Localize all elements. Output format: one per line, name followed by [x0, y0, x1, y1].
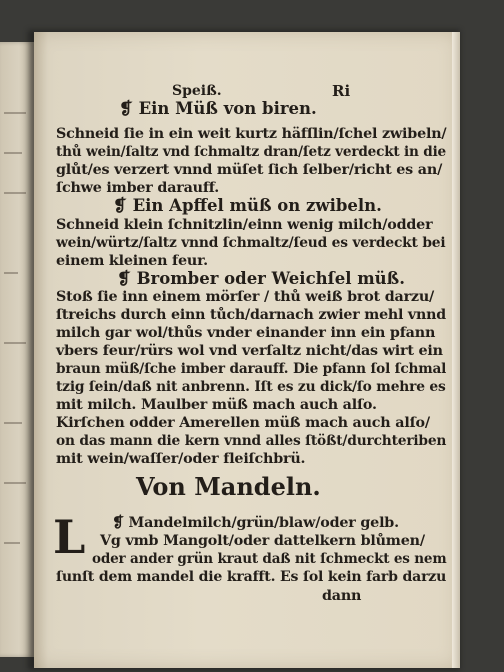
text-line: Schneid ſie in ein weit kurtz häfſlin/ſchel zwibeln/	[56, 126, 447, 142]
folio-number: Ri	[332, 82, 351, 100]
text-line: milch gar wol/thůs vnder einander inn ein pfann	[56, 325, 436, 341]
text-line: Vg vmb Mangolt/oder dattelkern blůmen/	[100, 533, 425, 549]
running-header: Speiß.	[172, 83, 222, 99]
text-line: thů wein/ſaltz vnd ſchmaltz dran/ſetz verdeckt in die	[56, 144, 447, 160]
text-line: ſtreichs durch einn tůch/darnach zwier mehl vnnd	[56, 307, 446, 323]
chapter-title: Von Mandeln.	[136, 472, 321, 501]
text-line: wein/würtz/ſaltz vnnd ſchmaltz/ſeud es verdeckt bei	[56, 235, 446, 251]
text-line: mit milch. Maulber müß mach auch alſo.	[56, 397, 377, 413]
section-heading: ❡ Ein Apffel müß on zwibeln.	[113, 196, 382, 215]
text-line: ❡ Mandelmilch/grün/blaw/oder gelb.	[112, 515, 399, 531]
text-line: ſunſt dem mandel die krafft. Es ſol kein farb darzu	[56, 569, 447, 585]
drop-initial: L	[53, 510, 86, 564]
text-line: tzig ſein/daß nit anbrenn. Iſt es zu dick/ſo mehre es	[56, 379, 446, 395]
text-line: einem kleinen feur.	[56, 253, 208, 269]
catchword: dann	[322, 588, 362, 604]
text-line: glůt/es verzert vnnd müſet ſich ſelber/richt es an/	[56, 162, 443, 178]
text-line: Stoß ſie inn einem mörſer / thů weiß brot darzu/	[56, 289, 435, 305]
text-line: on das mann die kern vnnd alles ſtößt/durchteriben	[56, 433, 447, 449]
section-heading: ❡ Bromber oder Weichſel müß.	[117, 269, 405, 288]
text-line: Schneid klein ſchnitzlin/einn wenig milch/odder	[56, 217, 433, 233]
text-line: braun müß/ſche imber darauff. Die pfann ſol ſchmal	[56, 361, 447, 377]
section-heading: ❡ Ein Müß von biren.	[119, 99, 317, 118]
text-line: mit wein/waſſer/oder fleiſchbrü.	[56, 451, 306, 467]
text-line: Kirſchen odder Amerellen müß mach auch alſo/	[56, 415, 430, 431]
text-line: ſchwe imber darauff.	[56, 180, 220, 196]
text-line: oder ander grün kraut daß nit ſchmeckt es nem	[92, 551, 447, 567]
text-line: vbers feur/rürs wol vnd verſaltz nicht/das wirt ein	[56, 343, 443, 359]
